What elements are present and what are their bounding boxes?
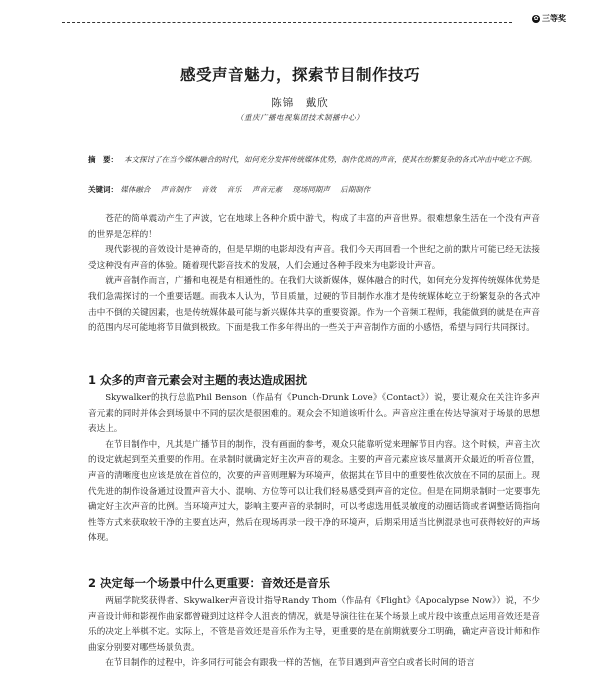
intro-paragraph: 苍茫的简单震动产生了声波，它在地球上各种介质中游弋，构成了丰富的声音世界。很难想象生活在一个没有声音的世界是怎样的！ (88, 214, 540, 240)
section-1-paragraph: 在节目制作中，凡其是广播节目的制作，没有画面的参考，观众只能靠听觉来理解节目内容。这个时候，声音主次的设定就起到至关重要的作用。在录制时就确定好主次声音的观念。主要的声音元素应该尽量离开众最近的听音位置，声音的清晰度也应该是放在首位的，次要的声音则理解为环境声，依据其在节目中的重要性依次放在不同的层面上。现代先进的制作设备通过设置声音大小、混响、方位等可以让我们轻易感受到声音的定位。但是在同期录制时一定要事先确定好主次声音的比例。当环境声过大，影响主要声音的录制时，可以考虑选用低灵敏度的动圈话筒或者调整话筒指向性等方式来获取较干净的主要直达声，然后在现场再录一段干净的环境声，后期采用适当比例混录也可获得较好的声场体现。 (88, 439, 540, 544)
section-1-body (88, 391, 540, 547)
section-1-paragraph: Skywalker的执行总监Phil Benson（作品有《Punch-Drunk Love》《Contact》）说，要让观众在关注许多声音元素的同时并体会到场景中不同的层次是很困难的。观众会不知道该听什么。声音应注重在传达导演对于场景的思想表达上。 (88, 393, 540, 435)
article-authors: 陈锦 戴欣 (271, 97, 329, 109)
article-affiliation: （重庆广播电视集团技术制播中心） (236, 113, 364, 122)
section-2-paragraph: 两届学院奖获得者、Skywalker声音设计指导Randy Thom（作品有《Flight》《Apocalypse Now》）说，不少声音设计师和影视作曲家都曾碰到过这样令人沮丧的情况，就是导演往往在某个场景上或片段中该重点运用音效还是音乐的决定上举棋不定。实际上，不管是音效还是音乐作为主导，更重要的是在前期就要分工明确，确定声音设计师和作曲家分别要对哪些场景负责。 (88, 596, 540, 653)
article-title: 感受声音魅力，探索节目制作技巧 (179, 65, 420, 84)
section-2-body (88, 594, 540, 672)
keyword: 声音制作 (160, 185, 191, 194)
keyword: 媒体融合 (120, 185, 151, 194)
keyword: 现场同期声 (292, 185, 330, 194)
keyword: 音乐 (226, 185, 242, 194)
intro-section (88, 212, 540, 337)
section-1-heading: 1 众多的声音元素会对主题的表达造成困扰 (88, 373, 308, 387)
abstract (88, 152, 540, 168)
keyword: 声音元素 (251, 185, 282, 194)
keywords-label: 关键词： (88, 185, 118, 194)
intro-paragraph: 现代影视的音效设计是神奇的，但是早期的电影却没有声音。我们今天再回看一个世纪之前的默片可能已经无法接受这种没有声音的体验。随着现代影音技术的发展，人们会通过各种手段来为电影设计声音。 (88, 245, 540, 271)
badge-icon: ✿ (533, 14, 539, 22)
abstract-text: 本文探讨了在当今媒体融合的时代，如何充分发挥传统媒体优势，制作优质的声音，使其在纷繁复杂的各式冲击中屹立不倒。 (124, 155, 537, 164)
award-badge (532, 13, 566, 24)
section-2-paragraph: 在节目制作的过程中，许多同行可能会有跟我一样的苦恼，在节目遇到声音空白或者长时间的语言 (105, 658, 475, 669)
badge-label: 三等奖 (542, 14, 566, 23)
header-rule (62, 22, 512, 23)
abstract-label: 摘 要： (88, 155, 118, 164)
keyword: 后期制作 (340, 185, 371, 194)
intro-paragraph: 就声音制作而言，广播和电视是有相通性的。在我们大谈新媒体，媒体融合的时代，如何充分发挥传统媒体优势是我们急需探讨的一个重要话题。而我本人认为，节目质量，过硬的节目制作水准才是传统媒体屹立于纷繁复杂的各式冲击中不倒的关键因素，也是传统媒体最可能与新兴媒体共享的重要资源。作为一个音频工程师，我能做到的就是在声音的范围内尽可能地将节目做到极致。下面是我工作多年得出的一些关于声音制作方面的小感悟，希望与同行共同探讨。 (88, 276, 540, 334)
keyword: 音效 (201, 185, 217, 194)
keywords (88, 184, 540, 196)
section-2-heading: 2 决定每一个场景中什么更重要：音效还是音乐 (88, 576, 331, 590)
